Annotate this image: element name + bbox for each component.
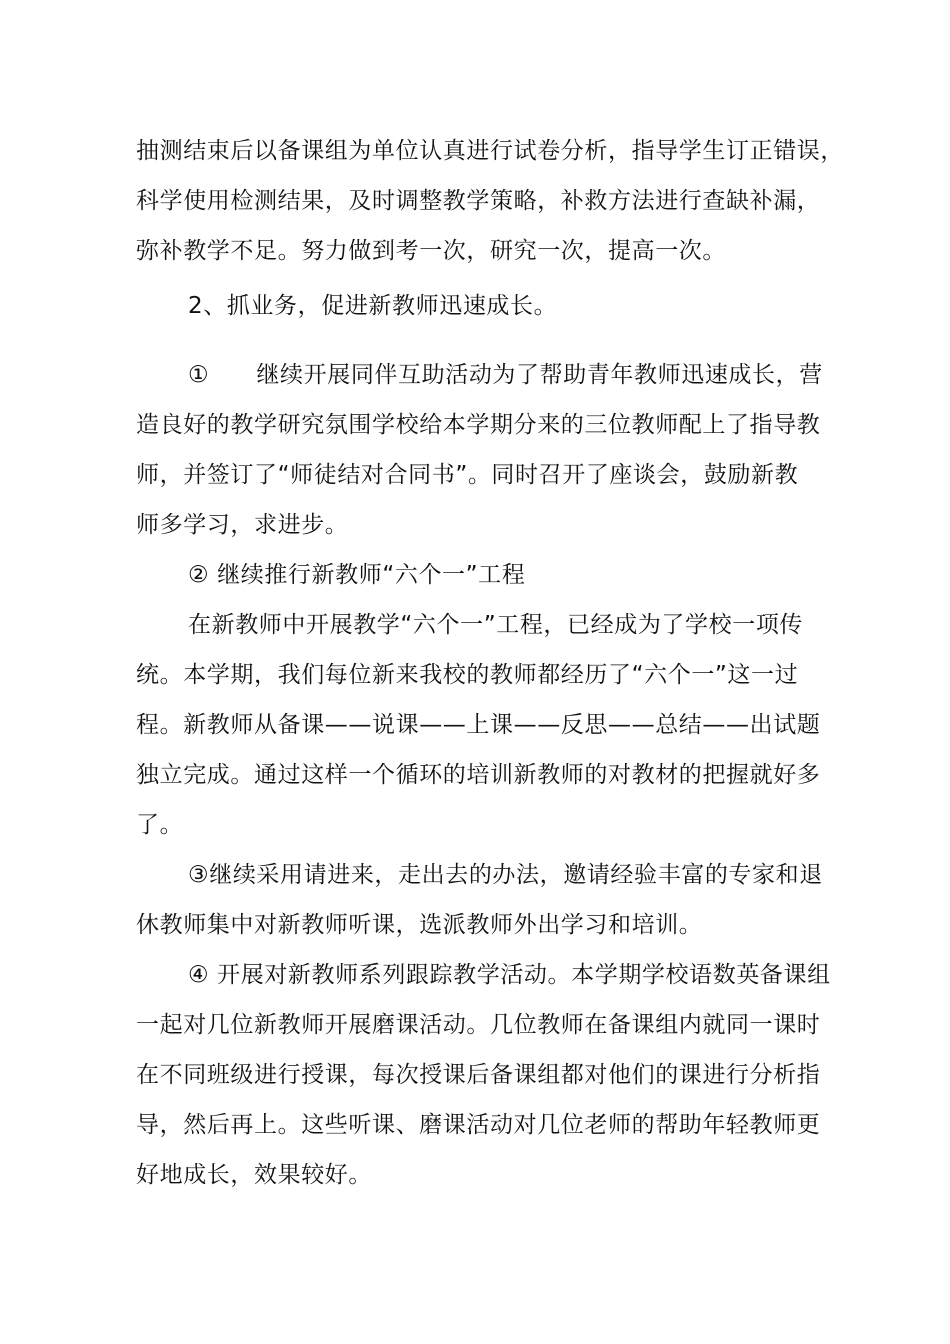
text-line: 独立完成。通过这样一个循环的培训新教师的对教材的把握就好多 xyxy=(136,762,821,788)
text-line: 导，然后再上。这些听课、磨课活动对几位老师的帮助年轻教师更 xyxy=(136,1112,821,1138)
text-line: 统。本学期，我们每位新来我校的教师都经历了“六个一”这一过 xyxy=(136,662,799,688)
text-line: ④ 开展对新教师系列跟踪教学活动。本学期学校语数英备课组 xyxy=(188,962,831,988)
text-line: 师，并签订了“师徒结对合同书”。同时召开了座谈会，鼓励新教 xyxy=(136,462,799,488)
text-line: 了。 xyxy=(136,812,184,838)
text-line: 在不同班级进行授课，每次授课后备课组都对他们的课进行分析指 xyxy=(136,1062,821,1088)
text-line: 科学使用检测结果，及时调整教学策略，补救方法进行查缺补漏， xyxy=(136,188,821,214)
text-line: 休教师集中对新教师听课，选派教师外出学习和培训。 xyxy=(136,912,703,938)
text-line: 一起对几位新教师开展磨课活动。几位教师在备课组内就同一课时 xyxy=(136,1012,821,1038)
text-line: ③继续采用请进来，走出去的办法，邀请经验丰富的专家和退 xyxy=(188,862,823,888)
item-heading: ② 继续推行新教师“六个一”工程 xyxy=(188,562,526,588)
text-line: ① 继续开展同伴互助活动为了帮助青年教师迅速成长，营 xyxy=(188,362,823,388)
text-line: 在新教师中开展教学“六个一”工程，已经成为了学校一项传 xyxy=(188,612,804,638)
text-line: 弥补教学不足。努力做到考一次，研究一次，提高一次。 xyxy=(136,238,726,264)
text-line: 造良好的教学研究氛围学校给本学期分来的三位教师配上了指导教 xyxy=(136,412,821,438)
text-line: 好地成长，效果较好。 xyxy=(136,1162,372,1188)
section-heading: 2、抓业务，促进新教师迅速成长。 xyxy=(188,293,558,319)
text-line: 抽测结束后以备课组为单位认真进行试卷分析，指导学生订正错误， xyxy=(136,138,844,164)
text-line: 师多学习，求进步。 xyxy=(136,512,349,538)
text-line: 程。新教师从备课——说课——上课——反思——总结——出试题 xyxy=(136,712,821,738)
